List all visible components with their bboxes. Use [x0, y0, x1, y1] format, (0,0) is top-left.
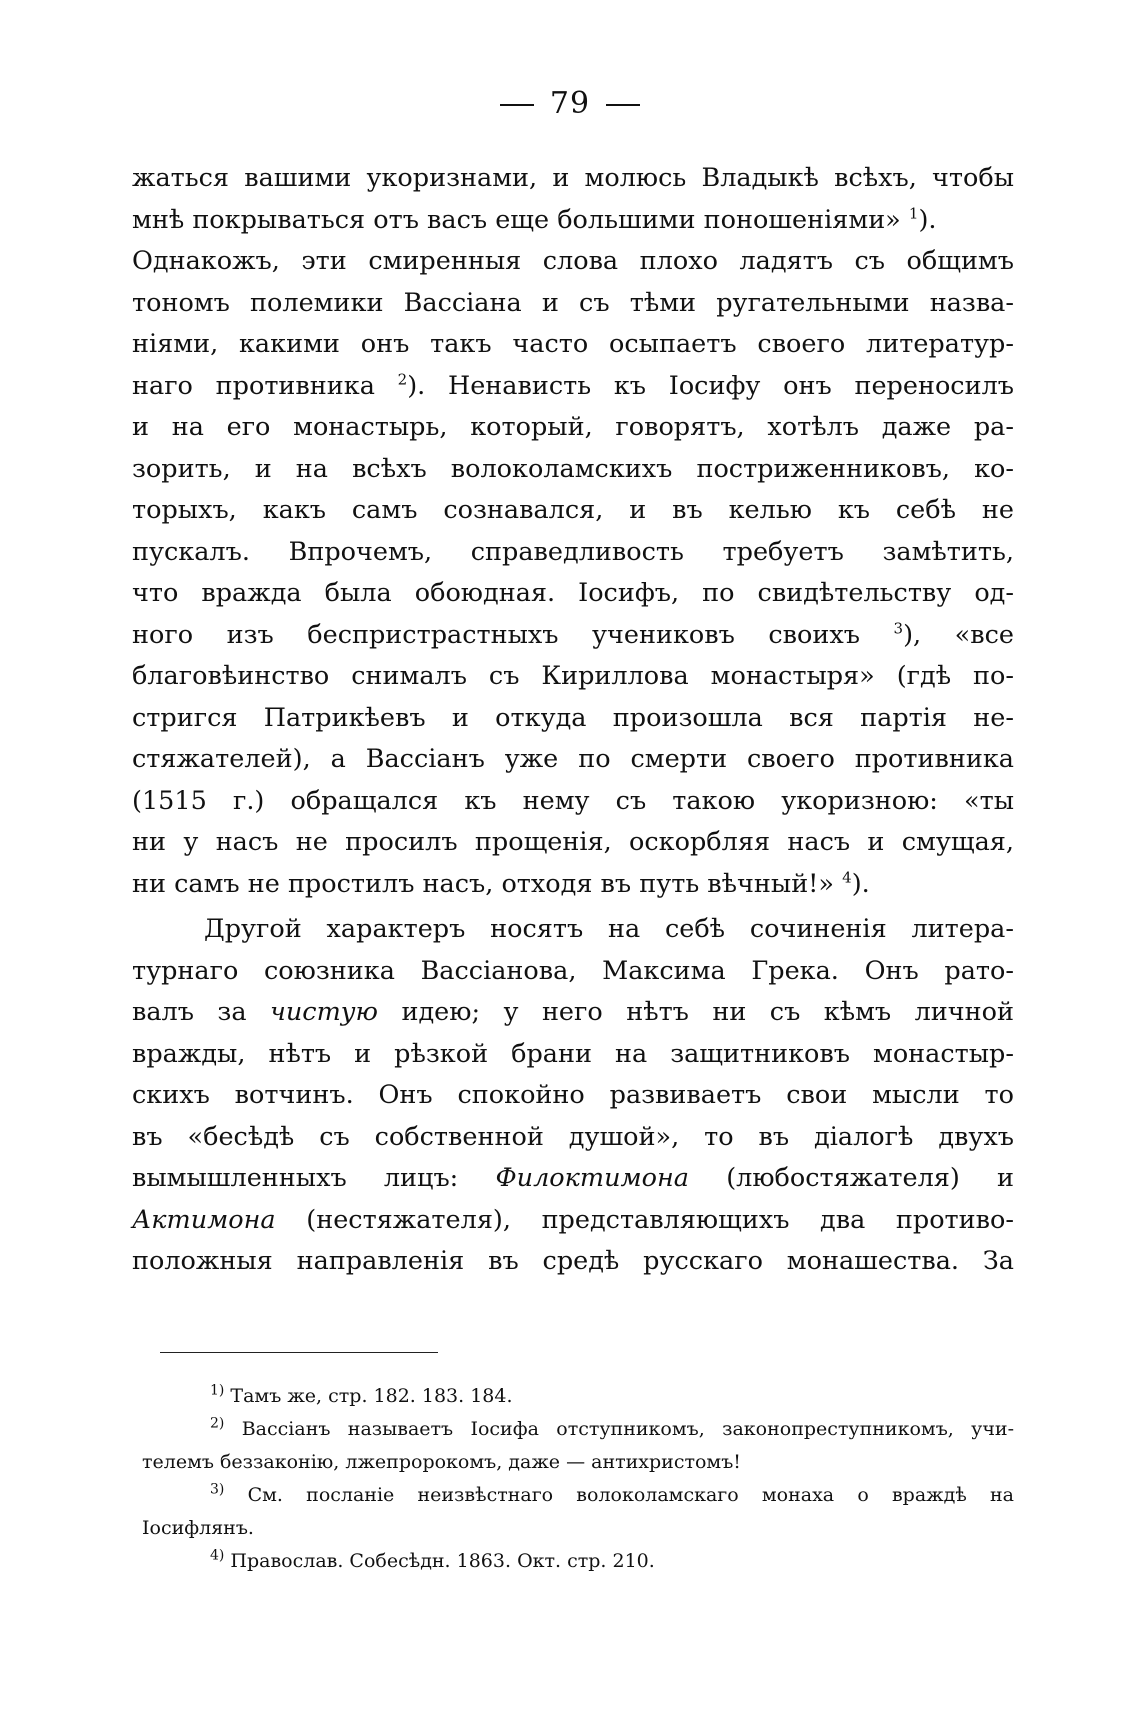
- italic-name: Актимона: [132, 1204, 276, 1235]
- footnote-mark: 1): [210, 1382, 225, 1399]
- main-text: [132, 158, 1014, 1283]
- text-line: [132, 200, 1014, 242]
- footnote-separator: [160, 1352, 438, 1353]
- text-line: [132, 864, 1014, 906]
- italic-word: чистую: [270, 997, 378, 1027]
- footnote-line: Іосифлянъ.: [142, 1517, 254, 1539]
- text-line: пускалъ. Впрочемъ, справедливость требуетъ замѣтить,: [132, 536, 1014, 567]
- footnote-text: См. посланіе неизвѣстнаго волоколамскаго монаха о враждѣ на: [247, 1484, 1015, 1506]
- text-line: зорить, и на всѣхъ волоколамскихъ постриженниковъ, ко-: [132, 453, 1014, 484]
- text-line: и на его монастырь, который, говорятъ, хотѣлъ даже ра-: [132, 412, 1014, 442]
- footnote-mark: 3): [210, 1481, 225, 1498]
- footnote-ref[interactable]: 3: [893, 619, 904, 637]
- text-line: ніями, какими онъ такъ часто осыпаетъ своего литератур-: [132, 329, 1014, 359]
- text-line: Другой характеръ носятъ на себѣ сочиненія литера-: [204, 914, 1014, 944]
- page-number-dash-right: [606, 104, 640, 106]
- text-line: жаться вашими укоризнами, и молюсь Владыкѣ всѣхъ, чтобы: [132, 163, 1014, 193]
- footnote-line: [210, 1479, 1014, 1512]
- footnote-mark: 2): [210, 1415, 225, 1432]
- footnote-item: [142, 1413, 1014, 1479]
- footnote-item: [142, 1479, 1014, 1545]
- text-line: положныя направленія въ средѣ русскаго монашества. За: [132, 1246, 1014, 1276]
- text-span: ного изъ беспристрастныхъ учениковъ своихъ: [132, 619, 860, 650]
- text-span: наго противника: [132, 370, 375, 401]
- text-span: идею; у него нѣтъ ни съ кѣмъ личной: [401, 997, 1014, 1027]
- footnote-mark: 4): [210, 1547, 225, 1564]
- text-line: [132, 366, 1014, 408]
- text-span: ).: [918, 204, 937, 235]
- text-line: [132, 992, 1014, 1034]
- text-span: мнѣ покрываться отъ васъ еще большими поношеніями»: [132, 204, 901, 235]
- text-line: ни у насъ не просилъ прощенія, оскорбляя насъ и смущая,: [132, 827, 1014, 857]
- text-line: стяжателей), а Вассіанъ уже по смерти своего противника: [132, 744, 1014, 774]
- text-line: что вражда была обоюдная. Іосифъ, по свидѣтельству од-: [132, 578, 1014, 608]
- footnote-line: [210, 1413, 1014, 1446]
- footnote-item: [142, 1545, 1014, 1578]
- footnote-text: Тамъ же, стр. 182. 183. 184.: [230, 1385, 513, 1407]
- text-line: тономъ полемики Вассіана и съ тѣми ругательными назва-: [132, 287, 1014, 318]
- footnote-text: Православ. Собесѣдн. 1863. Окт. стр. 210.: [230, 1550, 655, 1572]
- footnotes: [142, 1380, 1014, 1578]
- footnote-item: [142, 1380, 1014, 1413]
- footnote-ref[interactable]: 1: [908, 204, 919, 222]
- footnote-line: [210, 1545, 1014, 1578]
- footnote-ref[interactable]: 4: [842, 868, 852, 886]
- text-line: стригся Патрикѣевъ и откуда произошла вся партія не-: [132, 702, 1014, 733]
- text-span: (любостяжателя) и: [726, 1163, 1015, 1193]
- text-line: Однакожъ, эти смиренныя слова плохо ладятъ съ общимъ: [132, 246, 1014, 276]
- page-number-dash-left: [500, 104, 534, 106]
- text-line: [132, 615, 1014, 657]
- page-number-value: 79: [549, 86, 591, 121]
- text-span: (нестяжателя), представляющихъ два противо-: [306, 1204, 1014, 1235]
- text-span: ).: [851, 868, 870, 899]
- text-line: торыхъ, какъ самъ сознавался, и въ келью къ себѣ не: [132, 495, 1014, 525]
- text-line: [132, 1200, 1014, 1242]
- text-line: [132, 1158, 1014, 1200]
- text-line: вражды, нѣтъ и рѣзкой брани на защитниковъ монастыр-: [132, 1038, 1014, 1069]
- footnote-line: [210, 1380, 1014, 1413]
- text-span: ), «все: [903, 619, 1014, 650]
- italic-name: Филоктимона: [495, 1163, 689, 1193]
- text-line: благовѣинство снималъ съ Кириллова монастыря» (гдѣ по-: [132, 661, 1014, 691]
- footnote-line: телемъ беззаконію, лжепророкомъ, даже — антихристомъ!: [142, 1451, 741, 1473]
- footnote-text: Вассіанъ называетъ Іосифа отступникомъ, законопреступникомъ, учи-: [241, 1418, 1014, 1440]
- text-line: въ «бесѣдѣ съ собственной душой», то въ діалогѣ двухъ: [132, 1121, 1014, 1152]
- text-line: скихъ вотчинъ. Онъ спокойно развиваетъ свои мысли то: [132, 1080, 1014, 1110]
- text-line: турнаго союзника Вассіанова, Максима Грека. Онъ рато-: [132, 955, 1014, 986]
- text-span: вымышленныхъ лицъ:: [132, 1163, 459, 1193]
- text-span: ). Ненависть къ Іосифу онъ переносилъ: [407, 370, 1014, 401]
- text-span: ни самъ не простилъ насъ, отходя въ путь вѣчный!»: [132, 868, 835, 899]
- page-number: [0, 86, 1140, 121]
- text-span: валъ за: [132, 997, 247, 1027]
- footnote-ref[interactable]: 2: [397, 370, 408, 388]
- text-line: (1515 г.) обращался къ нему съ такою укоризною: «ты: [132, 785, 1014, 816]
